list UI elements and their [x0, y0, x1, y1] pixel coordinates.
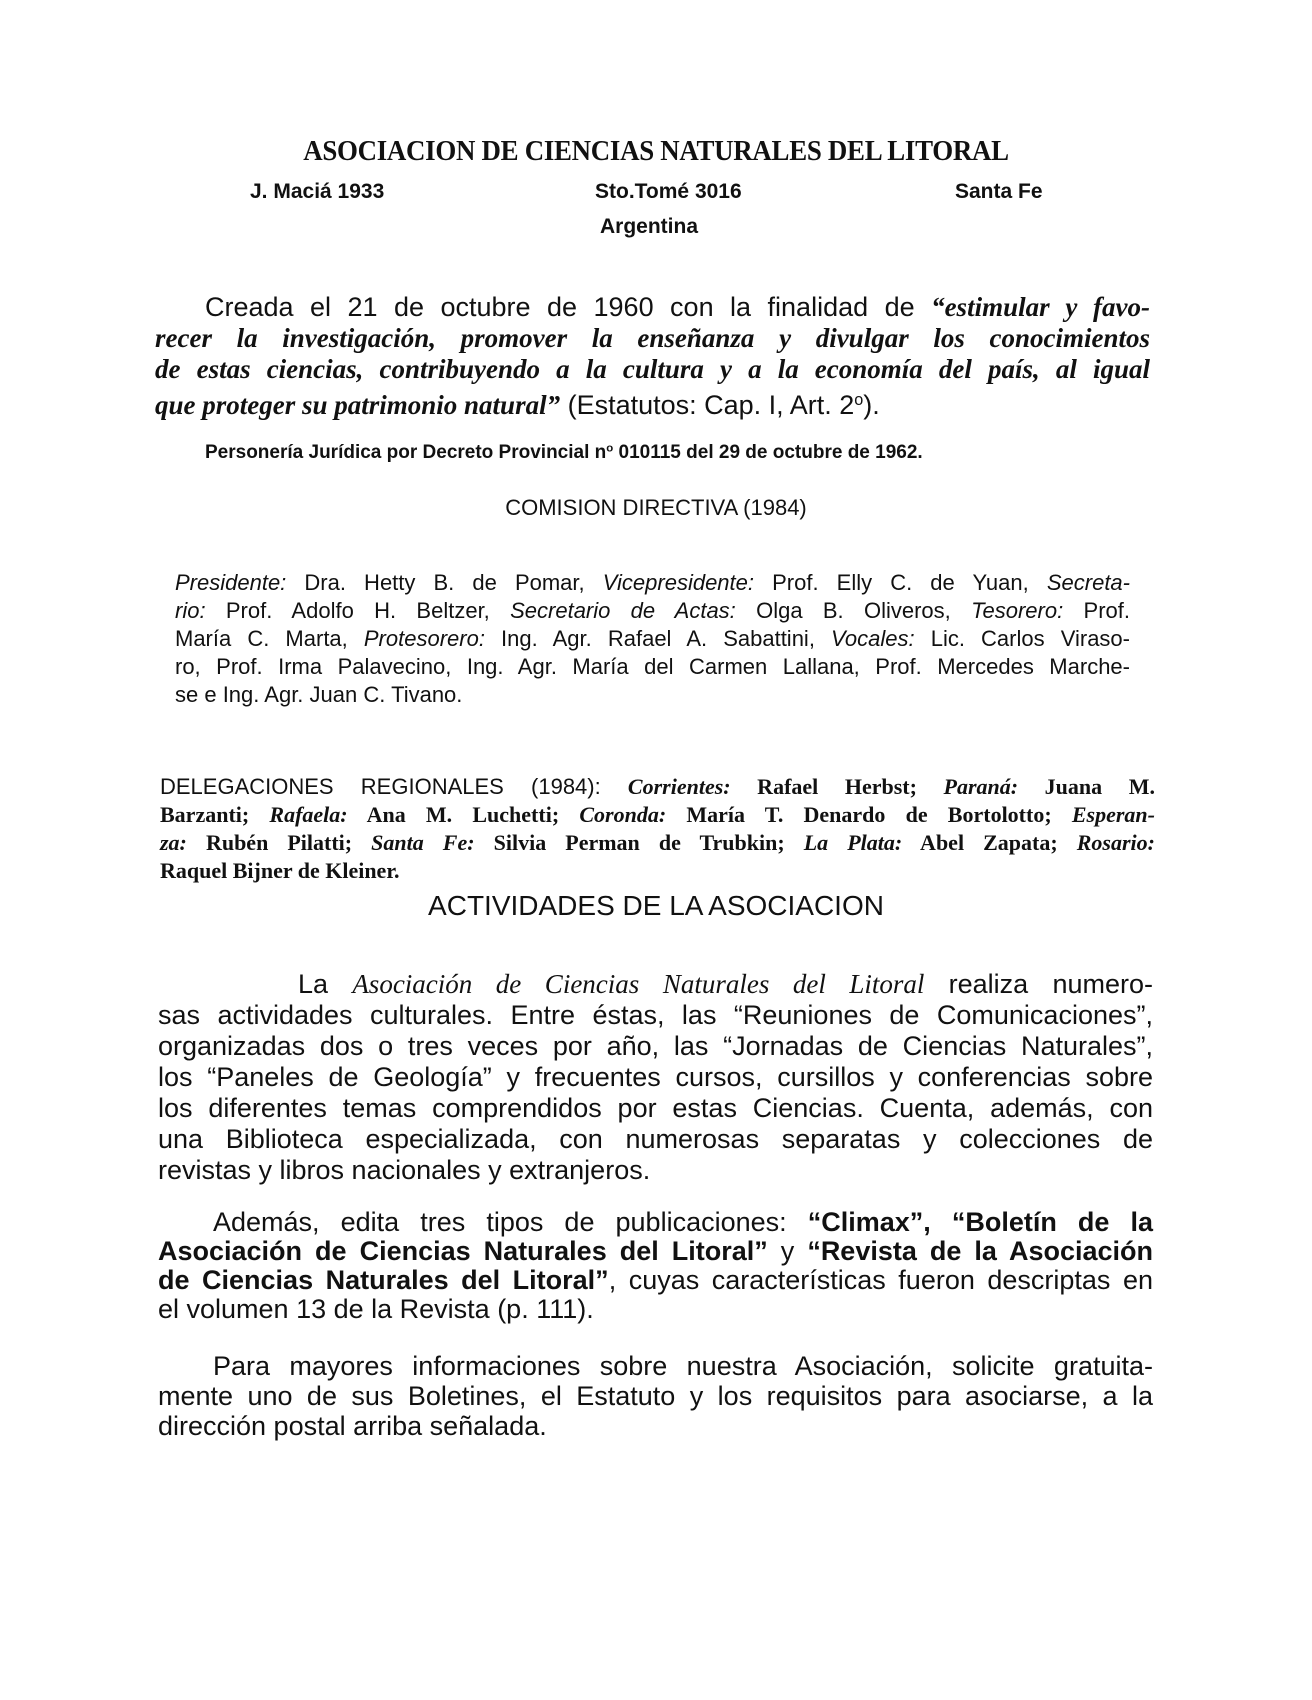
intro-line: de estas ciencias, contribuyendo a la cultura y a la economía del país, al igual: [155, 354, 1150, 384]
role-label: Santa Fe:: [371, 830, 475, 855]
address-street: J. Maciá 1933: [250, 180, 385, 203]
role-label: Esperan-: [1071, 802, 1155, 827]
name-text: Lic. Carlos Viraso-: [914, 626, 1130, 651]
name-text: Ana M. Luchetti;: [347, 802, 580, 827]
intro-line: recer la investigación, promover la enseñanza y divulgar los conocimientos: [155, 323, 1150, 353]
legal-text: Personería Jurídica por Decreto Provincial n: [205, 442, 607, 463]
role-label: Vocales:: [831, 626, 915, 651]
address-secondary: Sto.Tomé 3016: [595, 180, 742, 203]
comision-line: [175, 568, 1130, 597]
intro-line: [155, 292, 1150, 323]
delegaciones-heading: DELEGACIONES REGIONALES (1984):: [160, 774, 628, 799]
publication-title: Asociación de Ciencias Naturales del Litoral”: [158, 1236, 768, 1266]
role-label: Vicepresidente:: [602, 570, 754, 595]
address-city: Santa Fe: [955, 180, 1043, 203]
actividades-heading: ACTIVIDADES DE LA ASOCIACION: [428, 890, 884, 921]
publication-title: “Revista de la Asociación: [807, 1236, 1153, 1266]
role-label: Secreta-: [1046, 570, 1130, 595]
publication-title: “Climax”, “Boletín de la: [807, 1207, 1153, 1237]
paragraph-line: el volumen 13 de la Revista (p. 111).: [158, 1294, 594, 1324]
name-text: María T. Denardo de Bortolotto;: [666, 802, 1072, 827]
association-title: ASOCIACION DE CIENCIAS NATURALES DEL LITORAL: [303, 136, 1009, 167]
intro-text: Creada el 21 de octubre de 1960 con la finalidad de: [205, 292, 932, 322]
name-text: Rubén Pilatti;: [186, 830, 372, 855]
legal-status-note: [205, 442, 923, 464]
name-text: Abel Zapata;: [902, 830, 1077, 855]
role-label: Corrientes:: [627, 774, 731, 799]
paragraph-line: sas actividades culturales. Entre éstas, las “Reuniones de Comunicaciones”,: [158, 1000, 1153, 1030]
name-text: Prof. Elly C. de Yuan,: [754, 570, 1047, 595]
paragraph-text: Además, edita tres tipos de publicaciones:: [213, 1207, 808, 1237]
name-text: Prof. Adolfo H. Beltzer,: [205, 598, 511, 623]
paragraph-line: los “Paneles de Geología” y frecuentes cursos, cursillos y conferencias sobre: [158, 1062, 1153, 1092]
role-label: za:: [160, 830, 187, 855]
intro-line: [155, 385, 1150, 421]
delegaciones-line: [160, 856, 1155, 885]
paragraph-text: La: [298, 969, 353, 999]
paragraph-text: realiza numero-: [924, 969, 1153, 999]
name-text: Prof.: [1063, 598, 1130, 623]
paragraph-line: una Biblioteca especializada, con numerosas separatas y colecciones de: [158, 1124, 1153, 1154]
role-label: Secretario de Actas:: [510, 598, 736, 623]
paragraph-text: y: [767, 1236, 808, 1266]
legal-text: 010115 del 29 de octubre de 1962.: [613, 442, 923, 463]
role-label: Protesorero:: [363, 626, 485, 651]
comision-line: [175, 652, 1130, 681]
publication-title: de Ciencias Naturales del Litoral”: [158, 1265, 609, 1295]
role-label: Rafaela:: [269, 802, 348, 827]
role-label: Coronda:: [579, 802, 667, 827]
statute-reference-end: ).: [863, 389, 880, 420]
role-label: La Plata:: [803, 830, 903, 855]
ordinal-mark: o: [606, 442, 614, 455]
role-label: Paraná:: [943, 774, 1019, 799]
name-text: Juana M.: [1018, 774, 1155, 799]
ordinal-mark: o: [854, 391, 864, 409]
comision-line: [175, 624, 1130, 653]
delegaciones-line: [160, 800, 1155, 829]
paragraph-text: , cuyas características fueron descriptas en: [608, 1265, 1153, 1295]
association-name: Asociación de Ciencias Naturales del Litoral: [352, 969, 925, 999]
name-text: Barzanti;: [160, 802, 270, 827]
paragraph-line: dirección postal arriba señalada.: [158, 1411, 547, 1441]
name-text: Rafael Herbst;: [730, 774, 944, 799]
role-label: Tesorero:: [971, 598, 1064, 623]
paragraph-line: mente uno de sus Boletines, el Estatuto y los requisitos para asociarse, a la: [158, 1381, 1153, 1411]
intro-quote: que proteger su patrimonio natural”: [155, 389, 561, 420]
name-text: se e Ing. Agr. Juan C. Tivano.: [175, 682, 463, 707]
paragraph-line: revistas y libros nacionales y extranjeros.: [158, 1155, 651, 1185]
name-text: Olga B. Oliveros,: [735, 598, 972, 623]
comision-heading: COMISION DIRECTIVA (1984): [505, 495, 807, 520]
paragraph-line: los diferentes temas comprendidos por estas Ciencias. Cuenta, además, con: [158, 1093, 1153, 1123]
address-country: Argentina: [600, 215, 699, 238]
name-text: Dra. Hetty B. de Pomar,: [286, 570, 603, 595]
name-text: Raquel Bijner de Kleiner.: [160, 858, 400, 883]
statute-reference: (Estatutos: Cap. I, Art. 2: [560, 389, 855, 420]
role-label: rio:: [175, 598, 206, 623]
name-text: ro, Prof. Irma Palavecino, Ing. Agr. María del Carmen Lallana, Prof. Mercedes Marche-: [175, 654, 1130, 679]
role-label: Presidente:: [175, 570, 287, 595]
paragraph-line: organizadas dos o tres veces por año, las “Jornadas de Ciencias Naturales”,: [158, 1031, 1153, 1061]
delegaciones-line: [160, 828, 1155, 857]
role-label: Rosario:: [1076, 830, 1155, 855]
delegaciones-line: [160, 772, 1155, 801]
intro-quote: “estimular y favo-: [931, 292, 1150, 322]
paragraph-line: [158, 968, 1153, 1001]
name-text: María C. Marta,: [175, 626, 364, 651]
paragraph-line: Para mayores informaciones sobre nuestra Asociación, solicite gratuita-: [213, 1351, 1153, 1381]
comision-line: [175, 596, 1130, 625]
name-text: Silvia Perman de Trubkin;: [474, 830, 804, 855]
comision-line: [175, 680, 1130, 709]
name-text: Ing. Agr. Rafael A. Sabattini,: [484, 626, 832, 651]
